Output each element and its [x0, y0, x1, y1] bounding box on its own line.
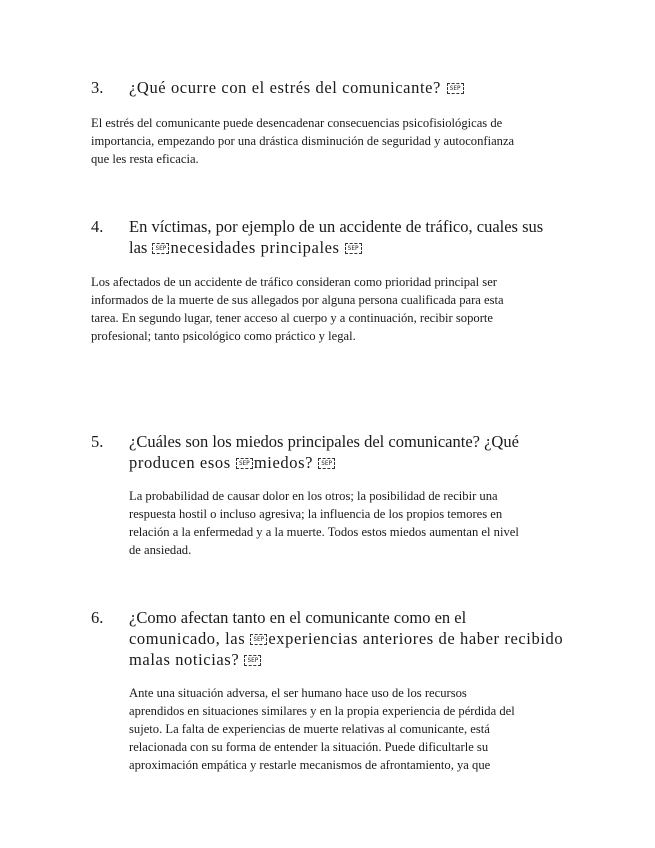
- answer-line: Los afectados de un accidente de tráfico consideran como prioridad principal ser: [91, 275, 497, 289]
- answer-5: [129, 487, 569, 559]
- question-number: 6.: [91, 608, 104, 627]
- question-line: malas noticias?: [129, 650, 240, 669]
- question-line: ¿Cuáles son los miedos principales del comunicante? ¿Qué: [129, 432, 519, 451]
- question-line: En víctimas, por ejemplo de un accidente de tráfico, cuales sus: [129, 217, 544, 236]
- question-3: [91, 77, 571, 98]
- sep-glyph: SEP: [250, 634, 267, 645]
- answer-line: respuesta hostil o incluso agresiva; la influencia de los propios temores en: [129, 507, 503, 521]
- answer-line: La probabilidad de causar dolor en los otros; la posibilidad de recibir una: [129, 489, 498, 503]
- question-line: producen esos: [129, 453, 231, 472]
- question-line: ¿Qué ocurre con el estrés del comunicante?: [129, 78, 441, 97]
- sep-glyph: SEP: [152, 243, 169, 254]
- answer-line: informados de la muerte de sus allegados por alguna persona cualificada para esta: [91, 293, 504, 307]
- answer-line: El estrés del comunicante puede desencadenar consecuencias psicofisiológicas de: [91, 116, 503, 130]
- sep-glyph: SEP: [447, 83, 464, 94]
- answer-line: relacionada con su forma de entender la situación. Puede dificultarle su: [129, 740, 489, 754]
- answer-line: relación a la enfermedad y a la muerte. Todos estos miedos aumentan el nivel: [129, 525, 519, 539]
- sep-glyph: SEP: [345, 243, 362, 254]
- question-5: [91, 431, 571, 473]
- sep-glyph: SEP: [236, 458, 253, 469]
- answer-line: que les resta eficacia.: [91, 152, 199, 166]
- answer-line: importancia, empezando por una drástica disminución de seguridad y autoconfianza: [91, 134, 515, 148]
- answer-line: Ante una situación adversa, el ser humano hace uso de los recursos: [129, 686, 467, 700]
- answer-3: [91, 114, 569, 168]
- question-text: [129, 77, 571, 98]
- question-text: [129, 431, 571, 473]
- question-text: [129, 607, 571, 670]
- answer-line: aprendidos en situaciones similares y en la propia experiencia de pérdida del: [129, 704, 515, 718]
- question-line: ¿Como afectan tanto en el comunicante como en el: [129, 608, 467, 627]
- sep-glyph: SEP: [318, 458, 335, 469]
- question-line: necesidades principales: [170, 238, 340, 257]
- answer-line: de ansiedad.: [129, 543, 192, 557]
- question-4: [91, 216, 571, 258]
- question-line: miedos?: [253, 453, 314, 472]
- answer-6: [129, 684, 569, 774]
- question-number: 3.: [91, 78, 104, 97]
- answer-line: profesional; tanto psicológico como práctico y legal.: [91, 329, 356, 343]
- question-line: las: [129, 238, 148, 257]
- answer-4: [91, 273, 569, 345]
- answer-line: sujeto. La falta de experiencias de muerte relativas al comunicante, está: [129, 722, 490, 736]
- answer-line: aproximación empática y restarle mecanismos de afrontamiento, ya que: [129, 758, 491, 772]
- question-line: comunicado, las: [129, 629, 246, 648]
- answer-line: tarea. En segundo lugar, tener acceso al cuerpo y a continuación, recibir soporte: [91, 311, 493, 325]
- question-number: 5.: [91, 432, 104, 451]
- question-number: 4.: [91, 217, 104, 236]
- sep-glyph: SEP: [244, 655, 261, 666]
- question-text: [129, 216, 571, 258]
- question-6: [91, 607, 571, 670]
- question-line: experiencias anteriores de haber recibido: [268, 629, 564, 648]
